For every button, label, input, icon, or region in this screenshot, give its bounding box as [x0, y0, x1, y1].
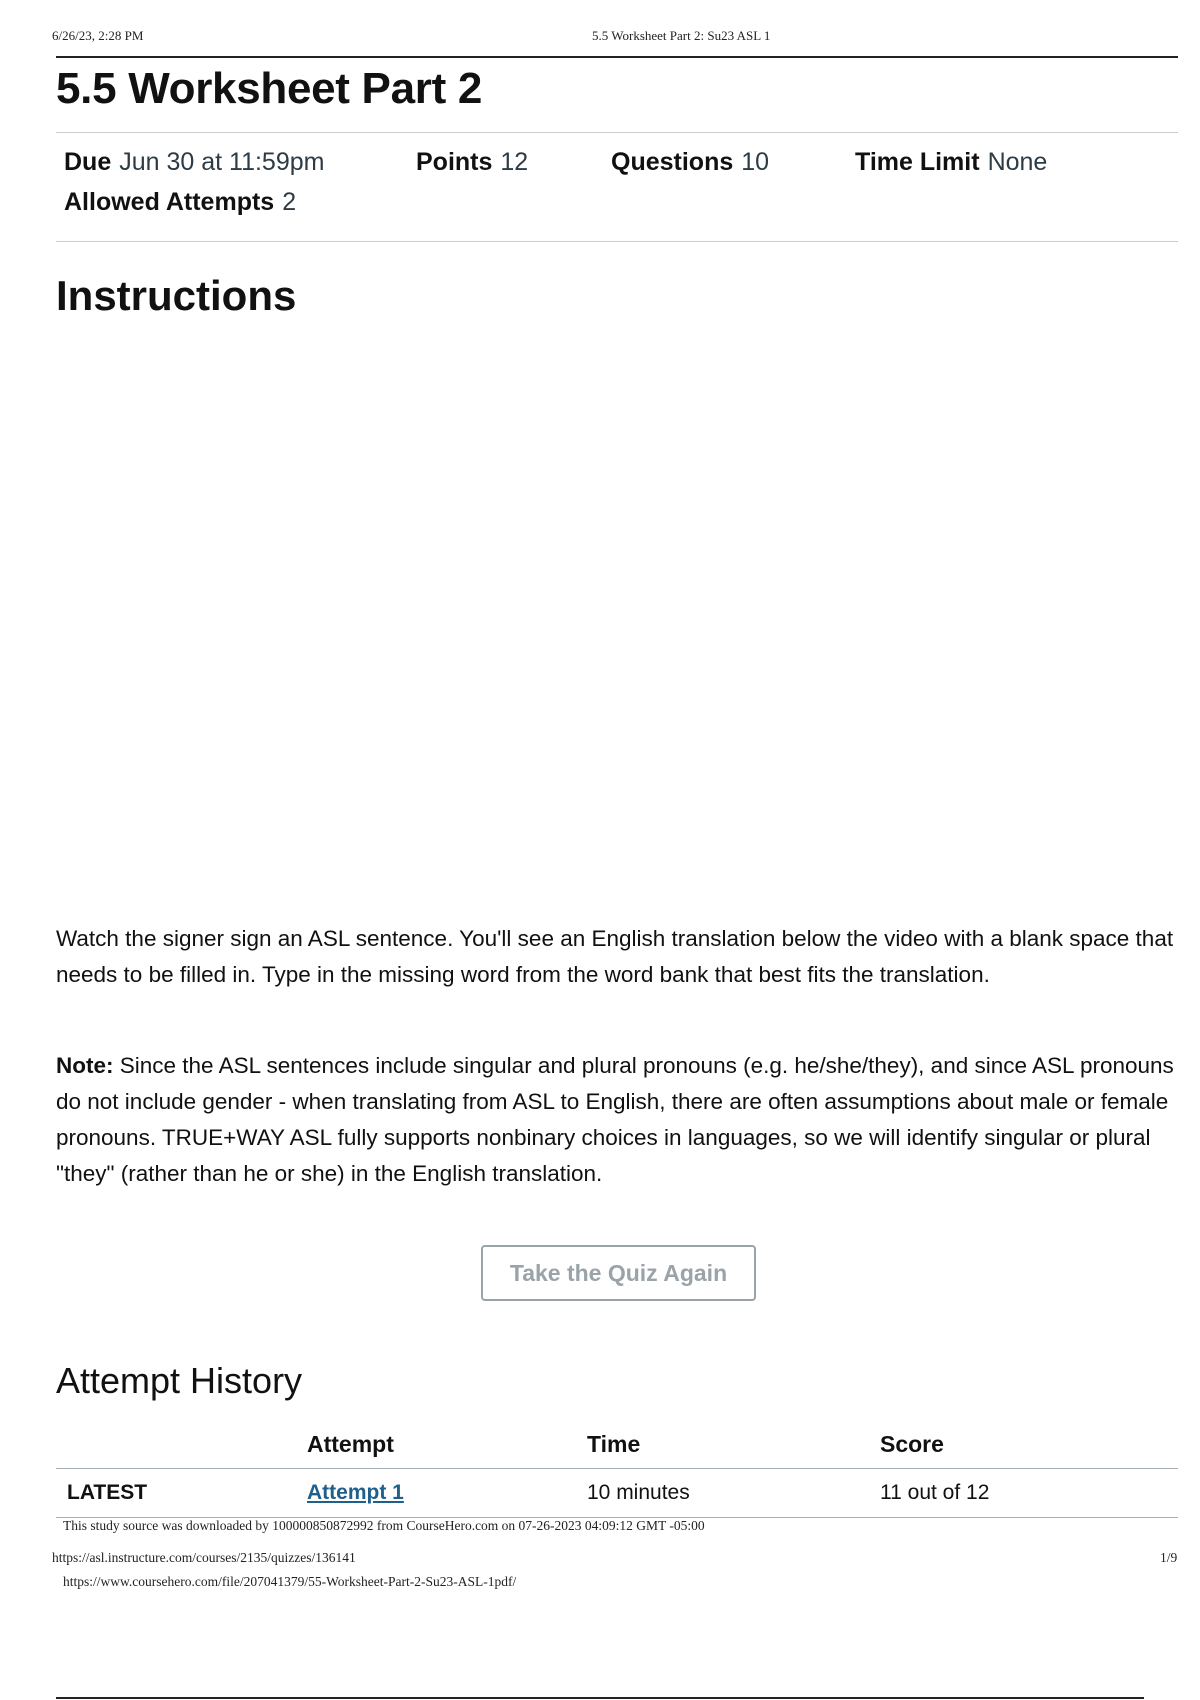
page-title: 5.5 Worksheet Part 2 [56, 64, 483, 113]
points-value: 12 [500, 148, 529, 176]
instructions-paragraph: Watch the signer sign an ASL sentence. You'll see an English translation below the video with a blank space that needs to be filled in. Type in the missing word from the word bank that best fits the translation. [56, 926, 1174, 987]
meta-questions: Questions 10 [611, 148, 770, 176]
take-quiz-again-button[interactable]: Take the Quiz Again [481, 1245, 756, 1301]
print-header [52, 28, 1148, 46]
meta-due: Due Jun 30 at 11:59pm [64, 148, 325, 176]
column-header-attempt: Attempt [307, 1431, 394, 1457]
meta-top-divider [56, 132, 1178, 133]
instructions-note [56, 1048, 1178, 1192]
attempt-time: 10 minutes [587, 1481, 690, 1504]
due-value: Jun 30 at 11:59pm [119, 148, 325, 176]
print-doc-title: 5.5 Worksheet Part 2: Su23 ASL 1 [592, 28, 771, 43]
download-watermark: This study source was downloaded by 100000850872992 from CourseHero.com on 07-26-2023 04:09:12 GMT -05:00 [63, 1518, 705, 1533]
attempt-1-link[interactable]: Attempt 1 [307, 1481, 404, 1504]
column-header-score: Score [880, 1431, 944, 1457]
video-placeholder [56, 340, 1178, 900]
note-label: Note: [56, 1053, 114, 1078]
time-limit-value: None [987, 148, 1048, 176]
header-divider [56, 56, 1178, 58]
column-header-time: Time [587, 1431, 641, 1457]
meta-bottom-divider [56, 241, 1178, 242]
questions-value: 10 [741, 148, 770, 176]
attempt-score: 11 out of 12 [880, 1481, 990, 1504]
note-text: Since the ASL sentences include singular and plural pronouns (e.g. he/she/they), and since ASL pronouns do not include gender - when translating from ASL to English, there are often assumptions about male or female pronouns. TRUE+WAY ASL fully supports nonbinary choices in languages, so we will identify singular or plural "they" (rather than he or she) in the English translation. [56, 1053, 1174, 1186]
attempt-history-heading: Attempt History [56, 1360, 303, 1401]
latest-tag: LATEST [67, 1481, 148, 1504]
print-date: 6/26/23, 2:28 PM [52, 28, 144, 43]
meta-points: Points 12 [416, 148, 529, 176]
table-header-divider [56, 1468, 1178, 1469]
bottom-divider [56, 1697, 1144, 1699]
page-number: 1/9 [1160, 1550, 1178, 1565]
page-url: https://asl.instructure.com/courses/2135/quizzes/136141 [52, 1550, 356, 1565]
instructions-heading: Instructions [56, 272, 297, 319]
meta-time-limit: Time Limit None [855, 148, 1048, 176]
source-url: https://www.coursehero.com/file/207041379/55-Worksheet-Part-2-Su23-ASL-1pdf/ [63, 1574, 517, 1589]
meta-allowed-attempts: Allowed Attempts 2 [64, 188, 297, 216]
attempts-value: 2 [282, 188, 297, 216]
